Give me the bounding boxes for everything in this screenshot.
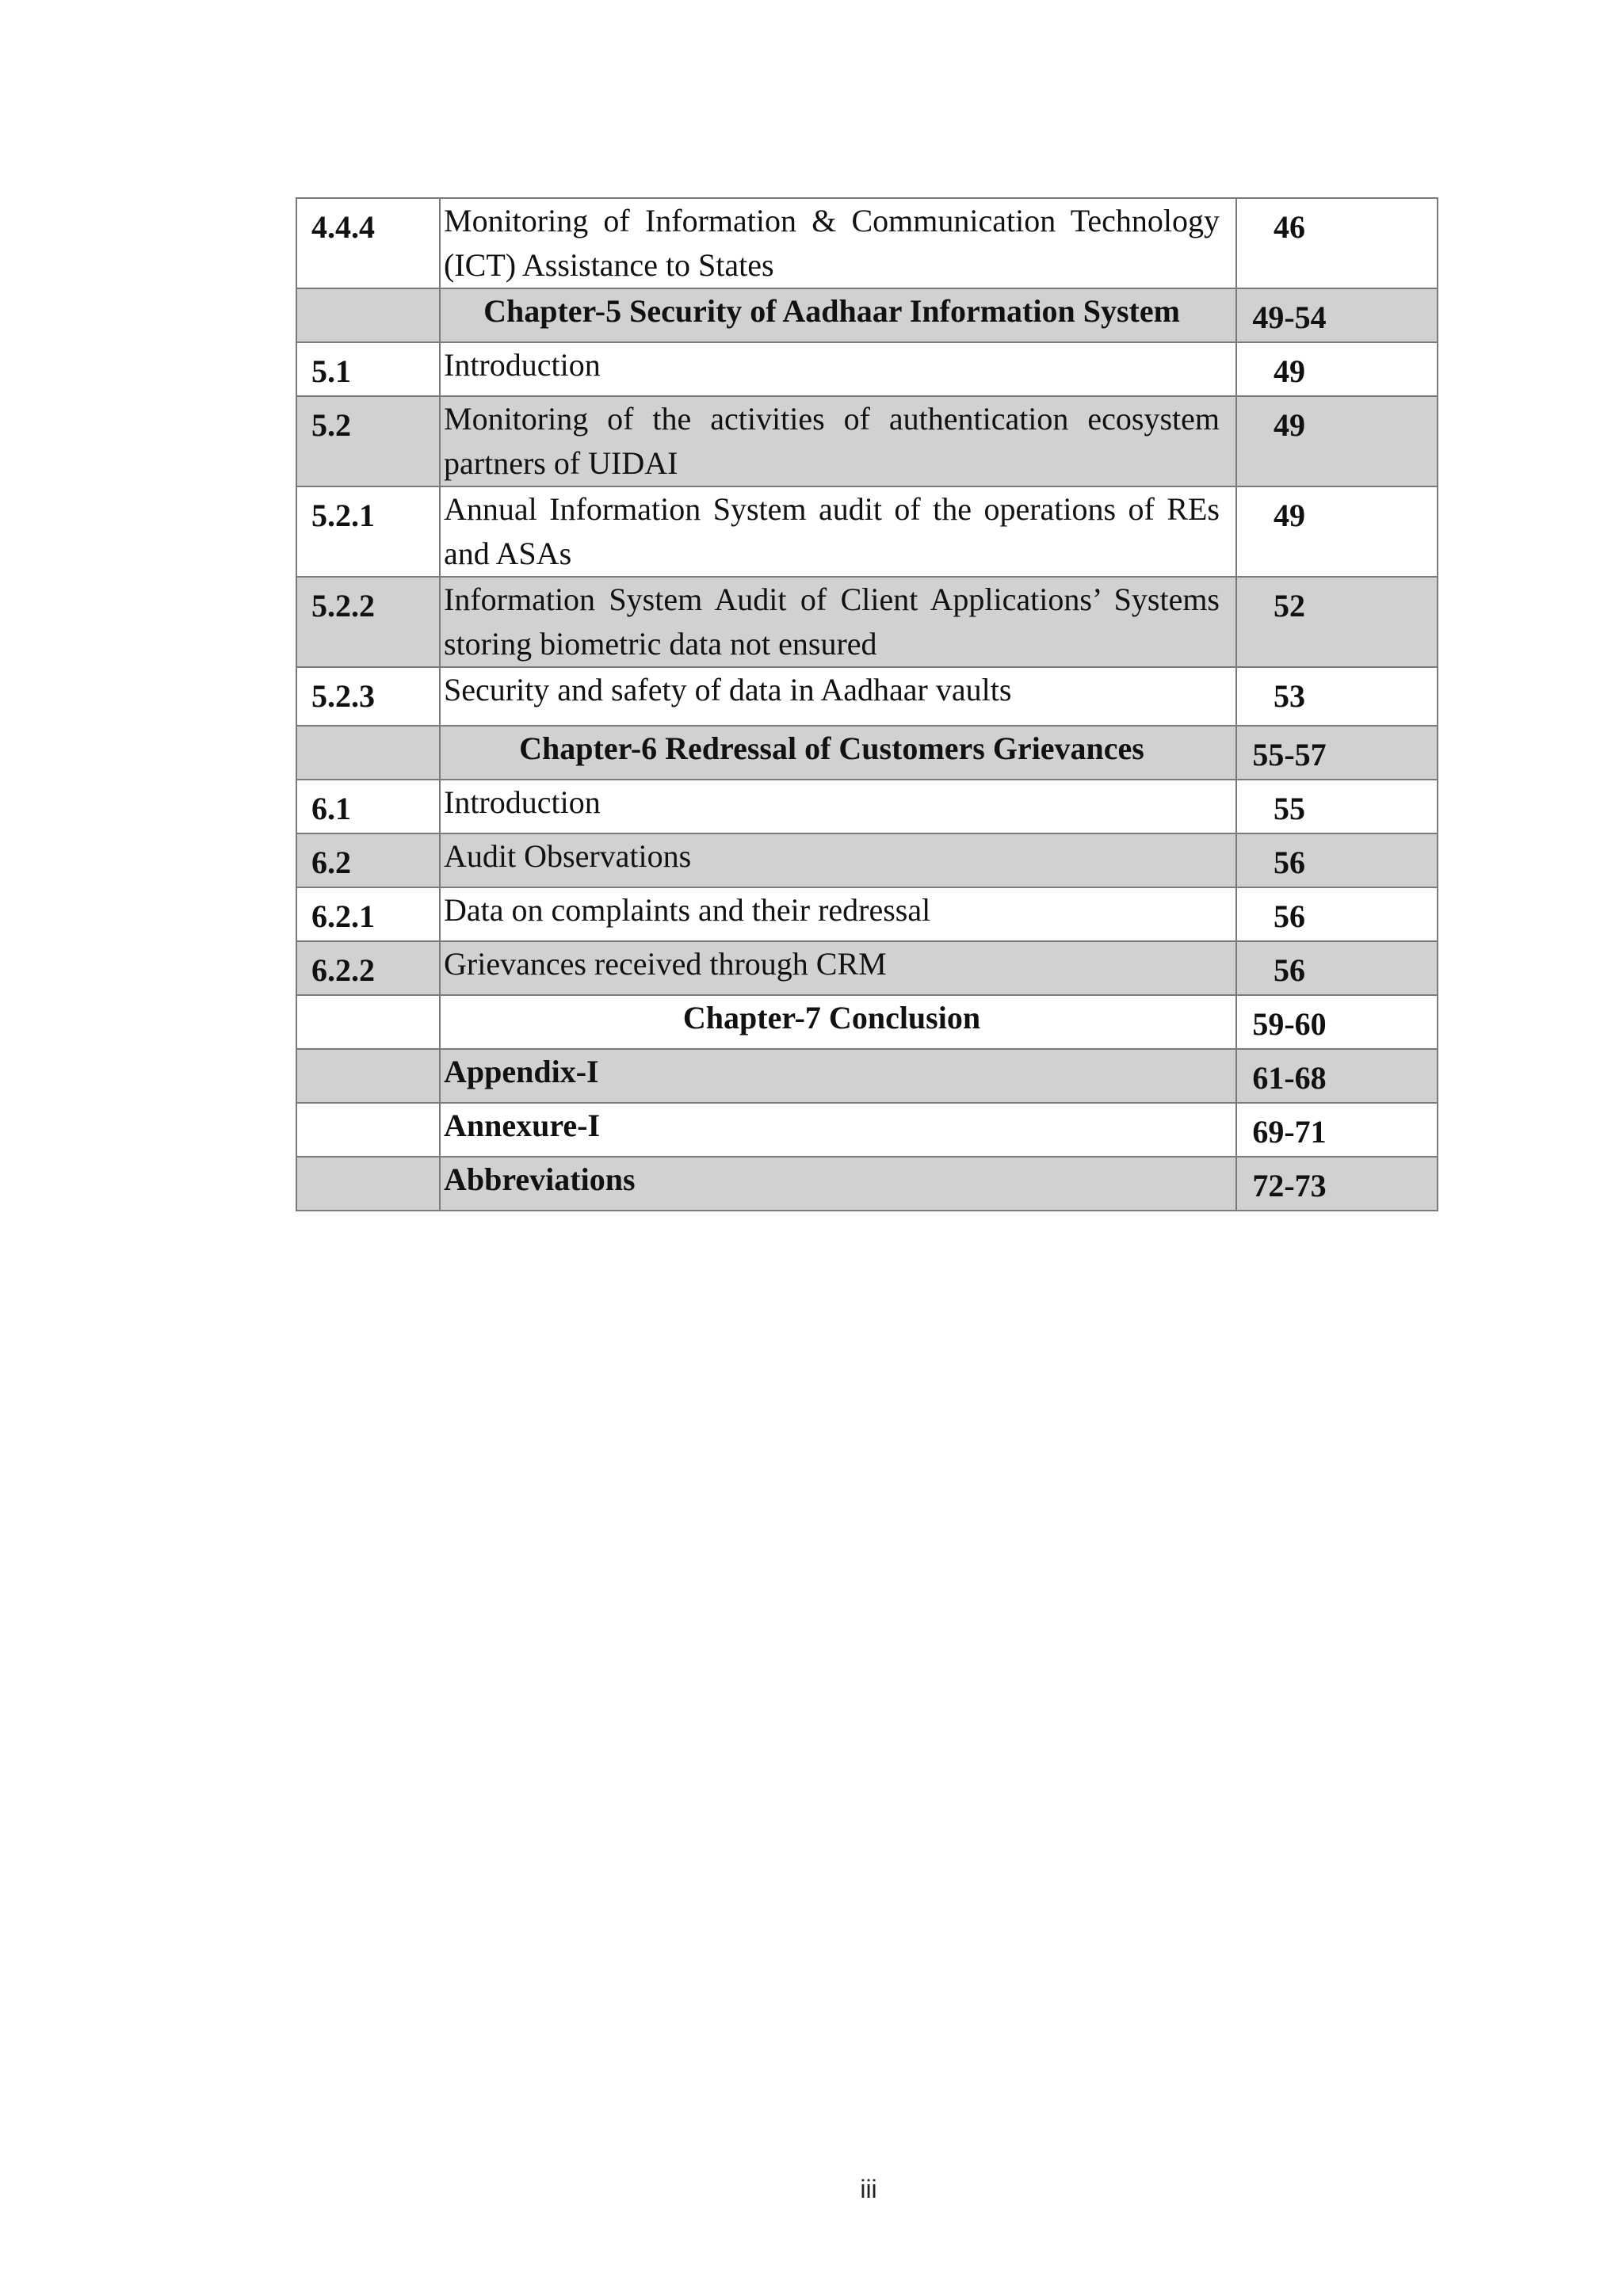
toc-page-number: 49-54 [1236,288,1438,342]
toc-chapter-title: Chapter-5 Security of Aadhaar Information System [440,288,1236,342]
toc-page-number: 49 [1236,396,1438,486]
toc-row [296,941,1438,995]
toc-section-number: 6.2 [296,833,440,887]
toc-section-title: Introduction [440,342,1236,396]
toc-section-title: Abbreviations [440,1157,1236,1211]
toc-chapter-title: Chapter-7 Conclusion [440,995,1236,1049]
toc-chapter-row [296,288,1438,342]
toc-section-title: Appendix-I [440,1049,1236,1103]
toc-row [296,780,1438,833]
toc-section-title: Annexure-I [440,1103,1236,1157]
toc-section-title: Monitoring of the activities of authentication ecosystem partners of UIDAI [440,396,1236,486]
toc-row [296,667,1438,726]
toc-page-number: 53 [1236,667,1438,726]
toc-row [296,577,1438,667]
page-footer-number: iii [860,2175,877,2203]
toc-section-number: 4.4.4 [296,198,440,288]
toc-section-title: Data on complaints and their redressal [440,887,1236,941]
toc-section-number: 6.2.1 [296,887,440,941]
toc-row [296,1049,1438,1103]
toc-page-number: 49 [1236,486,1438,577]
toc-page-number: 55 [1236,780,1438,833]
toc-page-number: 56 [1236,833,1438,887]
toc-row [296,396,1438,486]
toc-section-number: 5.2.3 [296,667,440,726]
toc-chapter-row [296,995,1438,1049]
toc-row [296,1103,1438,1157]
toc-page-number: 61-68 [1236,1049,1438,1103]
toc-section-title: Monitoring of Information & Communication Technology (ICT) Assistance to States [440,198,1236,288]
toc-section-number: 5.2.2 [296,577,440,667]
toc-section-number [296,1103,440,1157]
toc-section-number [296,1049,440,1103]
toc-row [296,342,1438,396]
toc-row [296,1157,1438,1211]
toc-section-number: 5.1 [296,342,440,396]
toc-chapter-row [296,726,1438,780]
toc-row [296,486,1438,577]
toc-section-number: 6.1 [296,780,440,833]
toc-section-title: Introduction [440,780,1236,833]
toc-section-title: Annual Information System audit of the operations of REs and ASAs [440,486,1236,577]
toc-section-number [296,288,440,342]
toc-page-number: 56 [1236,887,1438,941]
toc-section-title: Information System Audit of Client Applications’ Systems storing biometric data not ensured [440,577,1236,667]
toc-section-title: Security and safety of data in Aadhaar vaults [440,667,1236,726]
toc-page-number: 49 [1236,342,1438,396]
toc-page-number: 69-71 [1236,1103,1438,1157]
table-of-contents [296,197,1438,1211]
toc-page-number: 46 [1236,198,1438,288]
toc-section-number: 6.2.2 [296,941,440,995]
toc-row [296,198,1438,288]
toc-section-number [296,995,440,1049]
toc-row [296,833,1438,887]
toc-page-number: 55-57 [1236,726,1438,780]
toc-section-number [296,1157,440,1211]
toc-section-title: Grievances received through CRM [440,941,1236,995]
toc-row [296,887,1438,941]
toc-section-number: 5.2 [296,396,440,486]
toc-section-number [296,726,440,780]
toc-page-number: 59-60 [1236,995,1438,1049]
toc-page-number: 52 [1236,577,1438,667]
toc-page-number: 72-73 [1236,1157,1438,1211]
toc-page-number: 56 [1236,941,1438,995]
toc-section-number: 5.2.1 [296,486,440,577]
toc-chapter-title: Chapter-6 Redressal of Customers Grievances [440,726,1236,780]
toc-section-title: Audit Observations [440,833,1236,887]
